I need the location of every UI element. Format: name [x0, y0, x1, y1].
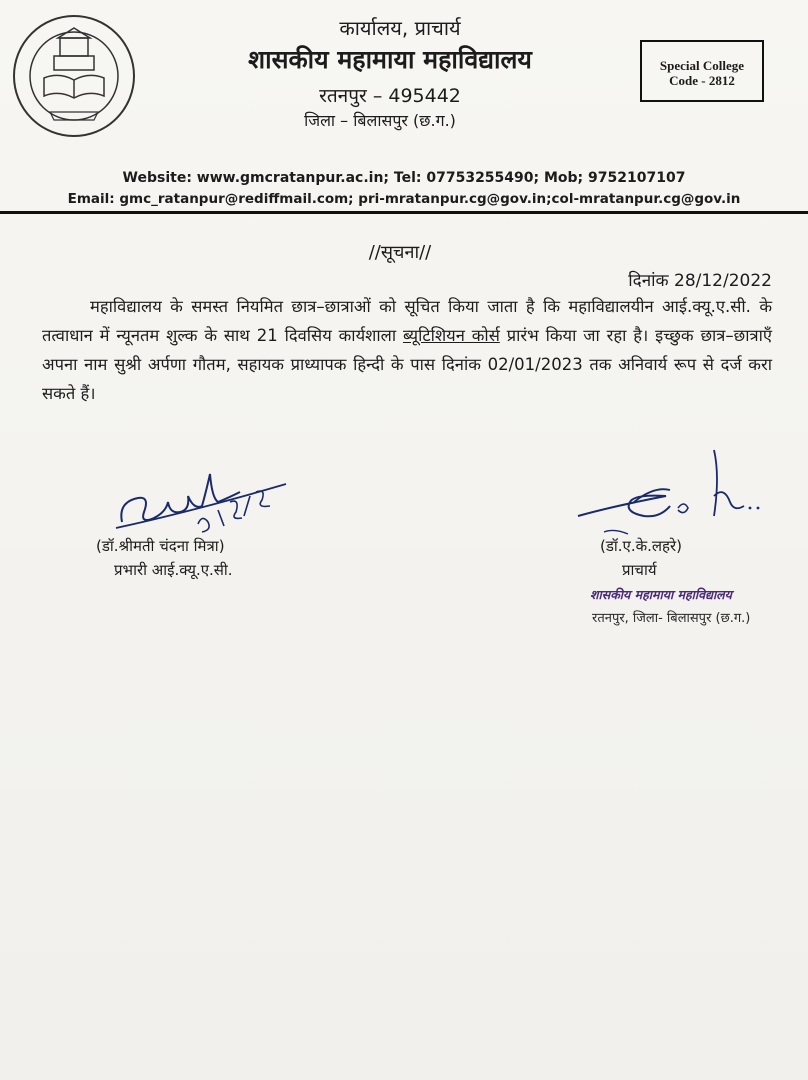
contact-emails: Email: gmc_ratanpur@rediffmail.com; pri-mratanpur.cg@gov.in;col-mratanpur.cg@gov.in: [67, 191, 741, 207]
notice-title: //सूचना//: [368, 242, 432, 263]
college-name: शासकीय महामाया महाविद्यालय: [248, 45, 532, 74]
contact-website-phone: Website: www.gmcratanpur.ac.in; Tel: 07753255490; Mob; 9752107107: [122, 170, 686, 186]
college-place: रतनपुर – 495442: [319, 85, 461, 107]
college-code-box: [640, 40, 764, 102]
right-signatory-role: प्राचार्य: [622, 561, 657, 579]
course-name: ब्यूटिशियन कोर्स: [402, 326, 500, 345]
notice-body-part2: प्रारंभ किया जा रहा है। इच्छुक छात्र–छात्राऍं अपना नाम सुश्री अर्पणा गौतम, सहायक प्राध्यापक हिन्दी के पास दिनांक 02/01/2023 तक अनिवार्य रूप से दर्ज करा सकते हैं।: [42, 326, 772, 403]
right-signature-icon: [574, 446, 774, 542]
right-signatory-name: (डॉ.ए.के.लहरे): [600, 537, 683, 555]
college-emblem-icon: [10, 12, 138, 140]
principal-stamp-line2: रतनपुर, जिला- बिलासपुर (छ.ग.): [592, 611, 751, 626]
left-signature-icon: [110, 462, 300, 542]
code-value: Code - 2812: [669, 73, 735, 88]
left-signatory-role: प्रभारी आई.क्यू.ए.सी.: [114, 561, 233, 579]
left-signatory-name: (डॉ.श्रीमती चंदना मित्रा): [96, 537, 225, 555]
notice-body: [42, 292, 772, 408]
office-heading: कार्यालय, प्राचार्य: [339, 16, 461, 40]
notice-date: दिनांक 28/12/2022: [628, 271, 772, 291]
principal-stamp-line1: शासकीय महामाया महाविद्यालय: [590, 587, 732, 602]
college-district: जिला – बिलासपुर (छ.ग.): [304, 111, 456, 130]
header-divider: [0, 211, 808, 214]
notice-body-part1: महाविद्यालय के समस्त नियमित छात्र–छात्राओं को सूचित किया जाता है कि महाविद्यालयीन आई.क्यू.ए.सी. के तत्वाधान में न्यूनतम शुल्क के साथ 21 दिवसिय कार्यशाला: [42, 297, 772, 345]
code-label: Special College: [659, 58, 745, 73]
